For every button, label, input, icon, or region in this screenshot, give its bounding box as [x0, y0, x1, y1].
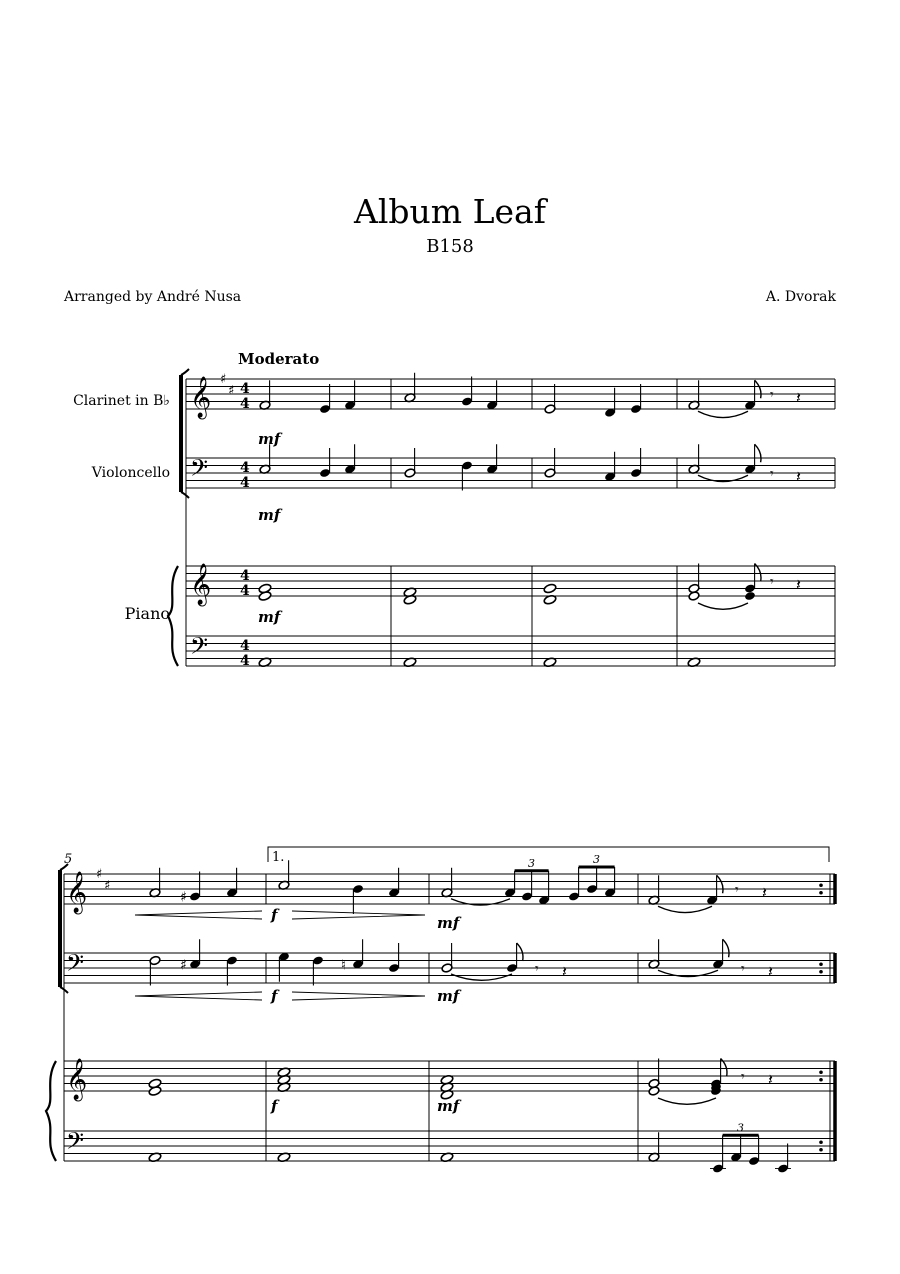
repeat-dot — [819, 962, 823, 966]
eighth-rest: 𝄾 — [770, 387, 774, 403]
system-bracket — [181, 369, 189, 375]
quarter-rest: 𝄽 — [796, 467, 801, 486]
quarter-rest: 𝄽 — [796, 575, 801, 594]
score-title: Album Leaf — [354, 192, 546, 231]
volta-label: 1. — [272, 850, 285, 865]
accidental-sharp: ♯ — [180, 889, 187, 906]
treble-clef: 𝄞 — [190, 377, 212, 418]
note-head — [543, 583, 557, 594]
tie — [658, 906, 712, 912]
tempo-marking: Moderato — [238, 350, 320, 368]
repeat-dot — [819, 970, 823, 974]
time-signature: 4 — [240, 396, 250, 412]
dynamic-marking: mf — [437, 914, 460, 932]
tuplet-number: 3 — [593, 853, 600, 866]
time-signature: 4 — [240, 638, 250, 654]
key-sharp: ♯ — [104, 878, 111, 894]
piano-brace — [168, 566, 178, 666]
volta-bracket — [268, 847, 829, 862]
dynamic-marking: mf — [258, 430, 281, 448]
arranger-credit: Arranged by André Nusa — [64, 289, 242, 305]
key-sharp: ♯ — [96, 867, 103, 882]
measure-number: 5 — [64, 852, 73, 867]
quarter-rest: 𝄽 — [796, 388, 801, 407]
bass-clef: 𝄢 — [66, 949, 85, 982]
eighth-rest: 𝄾 — [770, 574, 774, 590]
repeat-dot — [819, 1140, 823, 1144]
dynamic-marking: mf — [258, 608, 281, 626]
treble-clef: 𝄞 — [66, 872, 88, 913]
tie — [698, 603, 748, 609]
quarter-rest: 𝄽 — [768, 1070, 773, 1089]
eighth-rest: 𝄾 — [535, 961, 539, 977]
accidental-sharp: ♯ — [180, 957, 187, 974]
dynamic-marking: mf — [437, 987, 460, 1005]
quarter-rest: 𝄽 — [562, 962, 567, 981]
eighth-rest: 𝄾 — [735, 882, 739, 898]
time-signature: 4 — [240, 583, 250, 599]
piano-brace — [46, 1061, 56, 1161]
hairpin-crescendo — [135, 992, 262, 1000]
dynamic-marking: f — [271, 906, 278, 924]
note-flag — [717, 875, 723, 893]
repeat-dot — [819, 1070, 823, 1074]
tuplet-number: 3 — [737, 1121, 744, 1135]
cello-label: Violoncello — [91, 465, 170, 481]
repeat-dot — [819, 891, 823, 895]
eighth-rest: 𝄾 — [741, 1069, 745, 1085]
eighth-rest: 𝄾 — [741, 961, 745, 977]
dynamic-marking: f — [271, 1097, 278, 1115]
bass-clef: 𝄢 — [66, 1127, 85, 1160]
hairpin-decrescendo — [292, 911, 425, 919]
eighth-rest: 𝄾 — [770, 466, 774, 482]
catalog-number: B158 — [426, 236, 474, 257]
tuplet-number: 3 — [528, 856, 535, 870]
composer-credit: A. Dvorak — [765, 289, 836, 305]
quarter-rest: 𝄽 — [768, 962, 773, 981]
repeat-dot — [819, 883, 823, 887]
treble-clef: 𝄞 — [190, 564, 212, 605]
dynamic-marking: mf — [437, 1097, 460, 1115]
hairpin-decrescendo — [292, 992, 425, 1000]
note-head — [744, 591, 756, 601]
key-sharp: ♯ — [220, 372, 227, 387]
hairpin-crescendo — [135, 911, 262, 919]
bass-clef: 𝄢 — [190, 454, 209, 487]
note-flag — [723, 939, 729, 957]
time-signature: 4 — [240, 381, 250, 397]
repeat-dot — [819, 1078, 823, 1082]
time-signature: 4 — [240, 460, 250, 476]
treble-clef: 𝄞 — [66, 1059, 88, 1100]
dynamic-marking: mf — [258, 506, 281, 524]
tie — [658, 1098, 716, 1104]
note-flag — [755, 444, 761, 462]
key-sharp: ♯ — [228, 383, 235, 399]
time-signature: 4 — [240, 653, 250, 669]
quarter-rest: 𝄽 — [762, 883, 767, 902]
system-bracket — [181, 492, 189, 498]
bass-clef: 𝄢 — [190, 632, 209, 665]
note-flag — [755, 380, 761, 398]
accidental-natural: ♮ — [341, 957, 347, 974]
time-signature: 4 — [240, 568, 250, 584]
tie — [451, 974, 512, 980]
note-flag — [517, 943, 523, 961]
repeat-dot — [819, 1148, 823, 1152]
time-signature: 4 — [240, 475, 250, 491]
dynamic-marking: f — [271, 987, 278, 1005]
tie — [698, 411, 748, 417]
clarinet-label: Clarinet in B♭ — [73, 393, 170, 409]
piano-label: Piano — [124, 604, 170, 623]
